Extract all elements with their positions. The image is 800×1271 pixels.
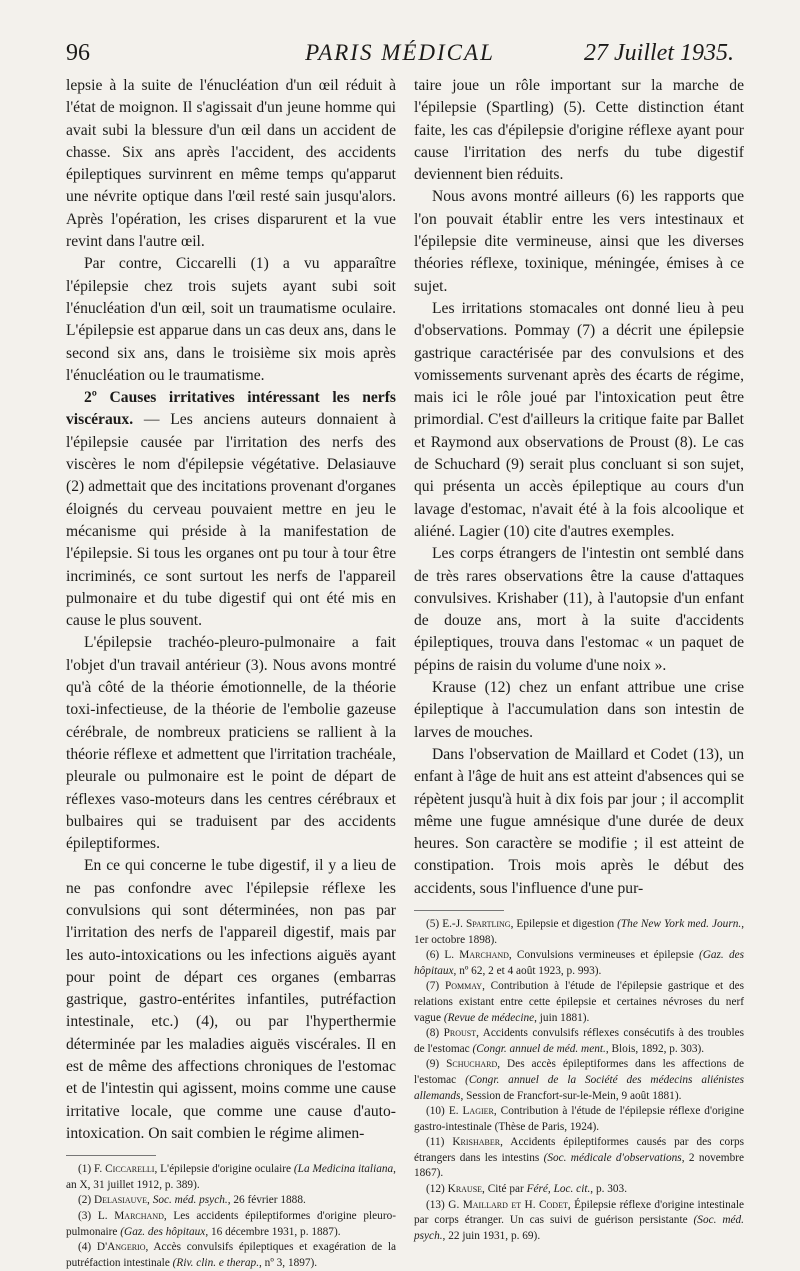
footnote: (11) Krishaber, Accidents épileptiformes causés par des corps étrangers dans les intestins (Soc. médicale d'observations, 2 novembre 1867). xyxy=(414,1136,745,1180)
paragraph: En ce qui concerne le tube digestif, il y a lieu de ne pas confondre avec l'épilepsie réflexe les convulsions qui sont déterminées, non pas par l'irritation des nerfs de l'appareil digestif, mais par les auto-intoxications ou les infections aiguës ayant pour point de départ ces organes (embarras gastrique, gastro-entérites infantiles, putréfaction intestinale, etc.) (4), ou par l'hyperthermie déterminée par les maladies aiguës viscérales. Il en est de même des affections chroniques de l'estomac et de l'intestin qui agissent, moins comme une cause irritative locale, que comme une cause d'auto-intoxication. On sait combien le régime alimen- xyxy=(66,857,396,1142)
journal-title: PARIS MÉDICAL xyxy=(305,40,495,65)
footnote: (3) L. Marchand, Les accidents épileptiformes d'origine pleuro-pulmonaire (Gaz. des hôpitaux, 16 décembre 1931, p. 1887). xyxy=(66,1210,396,1238)
footnote: (5) E.-J. Spartling, Epilepsie et digestion (The New York med. Journ., 1er octobre 1898). xyxy=(414,917,745,946)
footnote: (6) L. Marchand, Convulsions vermineuses et épilepsie (Gaz. des hôpitaux, nº 62, 2 et 4 août 1923, p. 993). xyxy=(414,949,745,977)
section-heading: 2º Causes irritatives intéressant les nerfs viscéraux. xyxy=(66,389,396,429)
paragraph: Krause (12) chez un enfant attribue une crise épileptique à l'accumulation dans son intestin de larves de mouches. xyxy=(414,679,744,741)
footnote: (1) F. Ciccarelli, L'épilepsie d'origine oculaire (La Medicina italiana, an X, 31 juillet 1912, p. 389). xyxy=(66,1163,396,1191)
footnote: (8) Proust, Accidents convulsifs réflexes consécutifs à des troubles de l'estomac (Congr. annuel de méd. ment., Blois, 1892, p. 303). xyxy=(414,1027,744,1055)
paragraph: Les irritations stomacales ont donné lieu à peu d'observations. Pommay (7) a décrit une épilepsie gastrique caractérisée par des convulsions et des vomissements survenant après des écarts de régime, mais ici le rôle joué par l'intoxication peut être primordial. C'est d'ailleurs la critique faite par Ballet et Raymond aux observations de Proust (8). Le cas de Schuchard (9) serait plus concluant si son sujet, qui présenta un accès épileptique au cours d'un lavage d'estomac, n'avait été à la fois alcoolique et aliéné. Lagier (10) cite d'autres exemples. xyxy=(414,299,744,540)
right-column xyxy=(414,75,744,1244)
paragraph-text: — Les anciens auteurs donnaient à l'épilepsie causée par l'irritation des nerfs des viscères le nom d'épilepsie végétative. Delasiauve (2) admettait que des incitations provenant d'organes éloignés du cerveau pouvaient mettre en jeu le mécanisme qui préside à la manifestation de l'épilepsie. Si tous les organes ont pu tour à tour être incriminés, ce sont surtout les nerfs de l'appareil pulmonaire et du tube digestif qui ont été mis en cause le plus souvent. xyxy=(66,411,396,630)
left-column xyxy=(66,75,396,1271)
footnote: (12) Krause, Cité par Féré, Loc. cit., p. 303. xyxy=(426,1183,628,1196)
footnotes xyxy=(66,1162,396,1271)
page-number: 96 xyxy=(66,40,90,66)
footnote: (7) Pommay, Contribution à l'étude de l'épilepsie gastrique et des relations existant entre cette épilepsie et certaines névroses du nerf vague (Revue de médecine, juin 1881). xyxy=(414,980,745,1024)
footnote: (10) E. Lagier, Contribution à l'étude de l'épilepsie réflexe d'origine gastro-intestinale (Thèse de Paris, 1924). xyxy=(414,1105,744,1133)
paragraph: Par contre, Ciccarelli (1) a vu apparaître l'épilepsie chez trois sujets ayant subi soit l'énucléation d'un œil, soit un traumatisme oculaire. L'épilepsie est apparue dans un cas deux ans, dans le second six ans, dans le troisième six mois après l'énucléation ou le traumatisme. xyxy=(66,255,396,384)
paragraph: Les corps étrangers de l'intestin ont semblé dans de très rares observations être la cause d'attaques convulsives. Krishaber (11), à l'autopsie d'un enfant de douze ans, mort à la suite d'accidents épileptiques, trouva dans l'estomac « un paquet de pépins de raisin du volume d'une noix ». xyxy=(414,545,744,674)
footnote: (2) Delasiauve, Soc. méd. psych., 26 février 1888. xyxy=(78,1194,306,1207)
section-paragraph xyxy=(66,387,396,632)
footnote: (4) D'Angerio, Accès convulsifs épileptiques et exagération de la putréfaction intestinale (Riv. clin. e therap., nº 3, 1897). xyxy=(66,1241,396,1269)
paragraph: lepsie à la suite de l'énucléation d'un œil réduit à l'état de moignon. Il s'agissait d'un jeune homme qui avait subi la blessure d'un œil dans un accident de chasse. Six ans après l'accident, des accidents épileptiques survinrent en même temps qu'apparut une névrite optique dans l'œil resté sain jusqu'alors. Après l'opération, les crises disparurent et la vue revint dans l'autre œil. xyxy=(66,77,396,251)
paragraph: Dans l'observation de Maillard et Codet (13), un enfant à l'âge de huit ans est atteint d'absences qui se répètent jusqu'à huit à dix fois par jour ; il accomplit même une fugue amnésique d'une durée de deux heures. Son caractère se modifie ; il est atteint de constipation. Trois mois après le début des accidents, sous l'influence d'une pur- xyxy=(414,745,744,897)
paragraph: taire joue un rôle important sur la marche de l'épilepsie (Spartling) (5). Cette distinction étant faite, les cas d'épilepsie d'origine réflexe ayant pour cause l'irritation des nerfs du tube digestif deviennent bien réduits. xyxy=(414,77,744,184)
footnote-divider xyxy=(66,1155,156,1156)
paragraph: Nous avons montré ailleurs (6) les rapports que l'on pouvait établir entre les vers intestinaux et l'épilepsie dite vermineuse, ainsi que les diverses théories réflexe, toxinique, méningée, émises à ce sujet. xyxy=(414,188,744,295)
footnote-divider xyxy=(414,910,504,911)
footnote: (13) G. Maillard et H. Codet, Épilepsie réflexe d'origine intestinale par corps étranger. Un cas suivi de guérison persistante (Soc. méd. psych., 22 juin 1931, p. 69). xyxy=(414,1198,745,1242)
footnotes xyxy=(414,917,744,1244)
paragraph: L'épilepsie trachéo-pleuro-pulmonaire a fait l'objet d'un travail antérieur (3). Nous avons montré qu'à côté de la théorie émotionnelle, de la théorie toxi-infectieuse, de la théorie de l'embolie gazeuse cérébrale, de nombreux praticiens se rallient à la théorie réflexe et admettent que l'irritation trachéale, pleurale ou pulmonaire est le point de départ de réflexes vaso-moteurs dans les centres cérébraux et bulbaires qui se traduisent par des accidents épileptiformes. xyxy=(66,634,396,853)
footnote: (9) Schuchard, Des accès épileptiformes dans les affections de l'estomac (Congr. annuel de la Société des médecins aliénistes allemands, Session de Francfort-sur-le-Mein, 9 août 1881). xyxy=(414,1058,745,1102)
issue-date: 27 Juillet 1935. xyxy=(584,40,734,66)
